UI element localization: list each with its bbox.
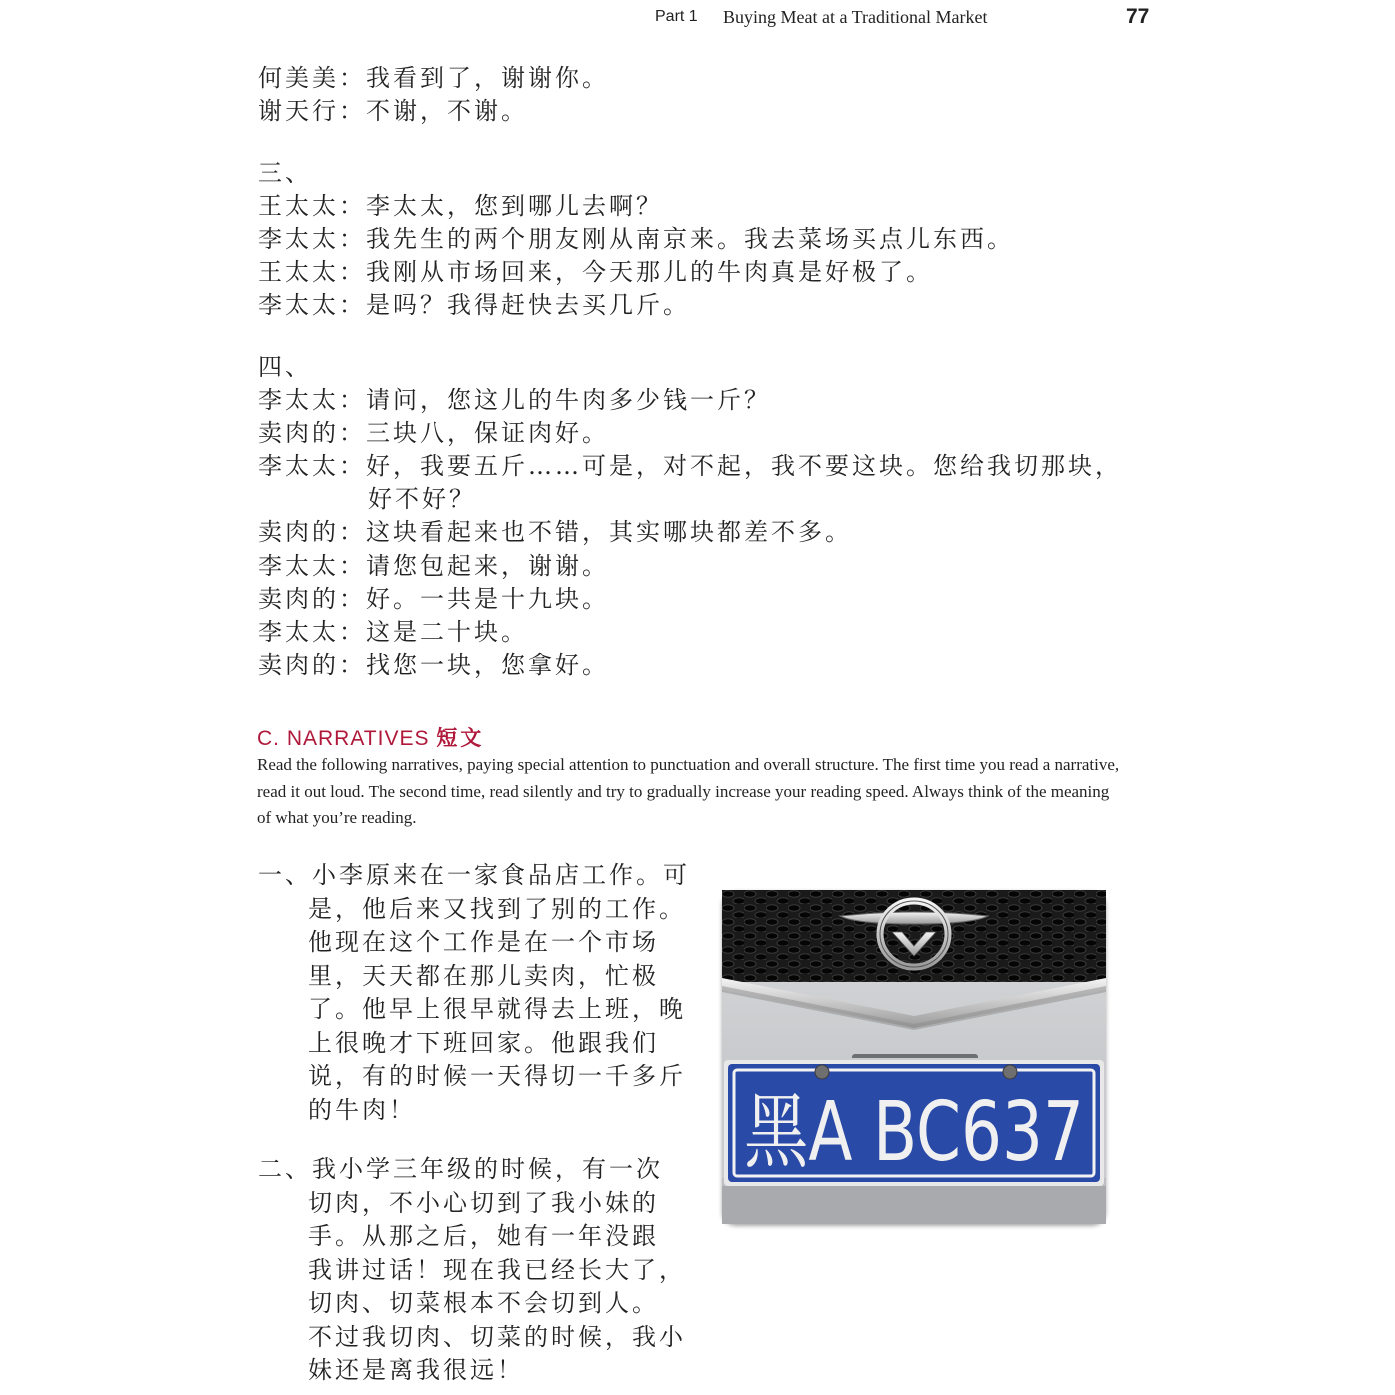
section-heading [257,722,484,752]
narrative-line: 不过我切肉、切菜的时候，我小 [308,1322,686,1351]
dialogue-line: 谢天行：不谢，不谢。 [258,97,528,125]
dialogue-line: 李太太：是吗？我得赶快去买几斤。 [258,291,690,319]
dialogue-line: 李太太：这是二十块。 [258,618,528,646]
narrative-line: 切肉、切菜根本不会切到人。 [308,1289,659,1317]
dialogue-line: 卖肉的：好。一共是十九块。 [258,585,609,613]
page-number: 77 [1126,5,1150,28]
dialogue-line-continuation: 好不好？ [368,485,476,513]
dialogue-line: 卖肉的：找您一块，您拿好。 [258,651,609,679]
dialogue-line: 卖肉的：三块八，保证肉好。 [258,419,609,447]
narrative-1 [258,859,698,1127]
dialogue-line: 李太太：请问，您这儿的牛肉多少钱一斤？ [258,386,771,414]
narrative-line: 是，他后来又找到了别的工作。 [308,894,686,923]
dialogue-line: 王太太：我刚从市场回来，今天那儿的牛肉真是好极了。 [258,258,933,286]
license-plate-text: 黑A BC637 [744,1085,1084,1180]
narrative-line: 里，天天都在那儿卖肉，忙极 [308,961,659,990]
narrative-line: 一、小李原来在一家食品店工作。可 [258,861,690,889]
dialogue-line: 卖肉的：这块看起来也不错，其实哪块都差不多。 [258,518,852,546]
dialogue-line: 王太太：李太太，您到哪儿去啊？ [258,192,663,220]
dialogue-section-number: 四、 [258,353,312,381]
narrative-line: 了。他早上很早就得去上班，晚 [308,995,686,1023]
narrative-line: 切肉，不小心切到了我小妹的 [308,1188,659,1217]
narrative-line: 妹还是离我很远！ [308,1356,524,1384]
narrative-line: 二、我小学三年级的时候，有一次 [258,1155,663,1183]
narrative-line: 上很晚才下班回家。他跟我们 [308,1028,659,1057]
narrative-line: 他现在这个工作是在一个市场 [308,928,659,956]
running-header [0,2,1395,32]
narrative-line: 我讲过话！现在我已经长大了， [308,1255,686,1284]
dialogue-section-number: 三、 [258,159,312,187]
narrative-line: 手。从那之后，她有一年没跟 [308,1222,659,1250]
section-instructions: Read the following narratives, paying special attention to punctuation and overall structure. The first time you read a narrative, read it out loud. The second time, read silently and try to gradually increase your reading speed. Always think of the meaning of what you’re reading. [257,755,1120,827]
narrative-line: 的牛肉！ [308,1095,416,1124]
header-chapter-title: Buying Meat at a Traditional Market [723,7,988,27]
car-license-plate-photo [722,890,1106,1224]
header-part-label: Part 1 [655,8,698,25]
narrative-line: 说，有的时候一天得切一千多斤 [308,1062,686,1090]
dialogue-line: 何美美：我看到了，谢谢你。 [258,64,609,92]
section-heading-zh: 短文 [436,725,485,750]
dialogue-line: 李太太：我先生的两个朋友刚从南京来。我去菜场买点儿东西。 [258,225,1014,253]
dialogue-line: 李太太：请您包起来，谢谢。 [258,552,609,580]
section-heading-en: C. NARRATIVES [257,727,430,750]
narrative-2 [258,1153,698,1388]
dialogue-line: 李太太：好，我要五斤……可是，对不起，我不要这块。您给我切那块， [258,452,1122,480]
